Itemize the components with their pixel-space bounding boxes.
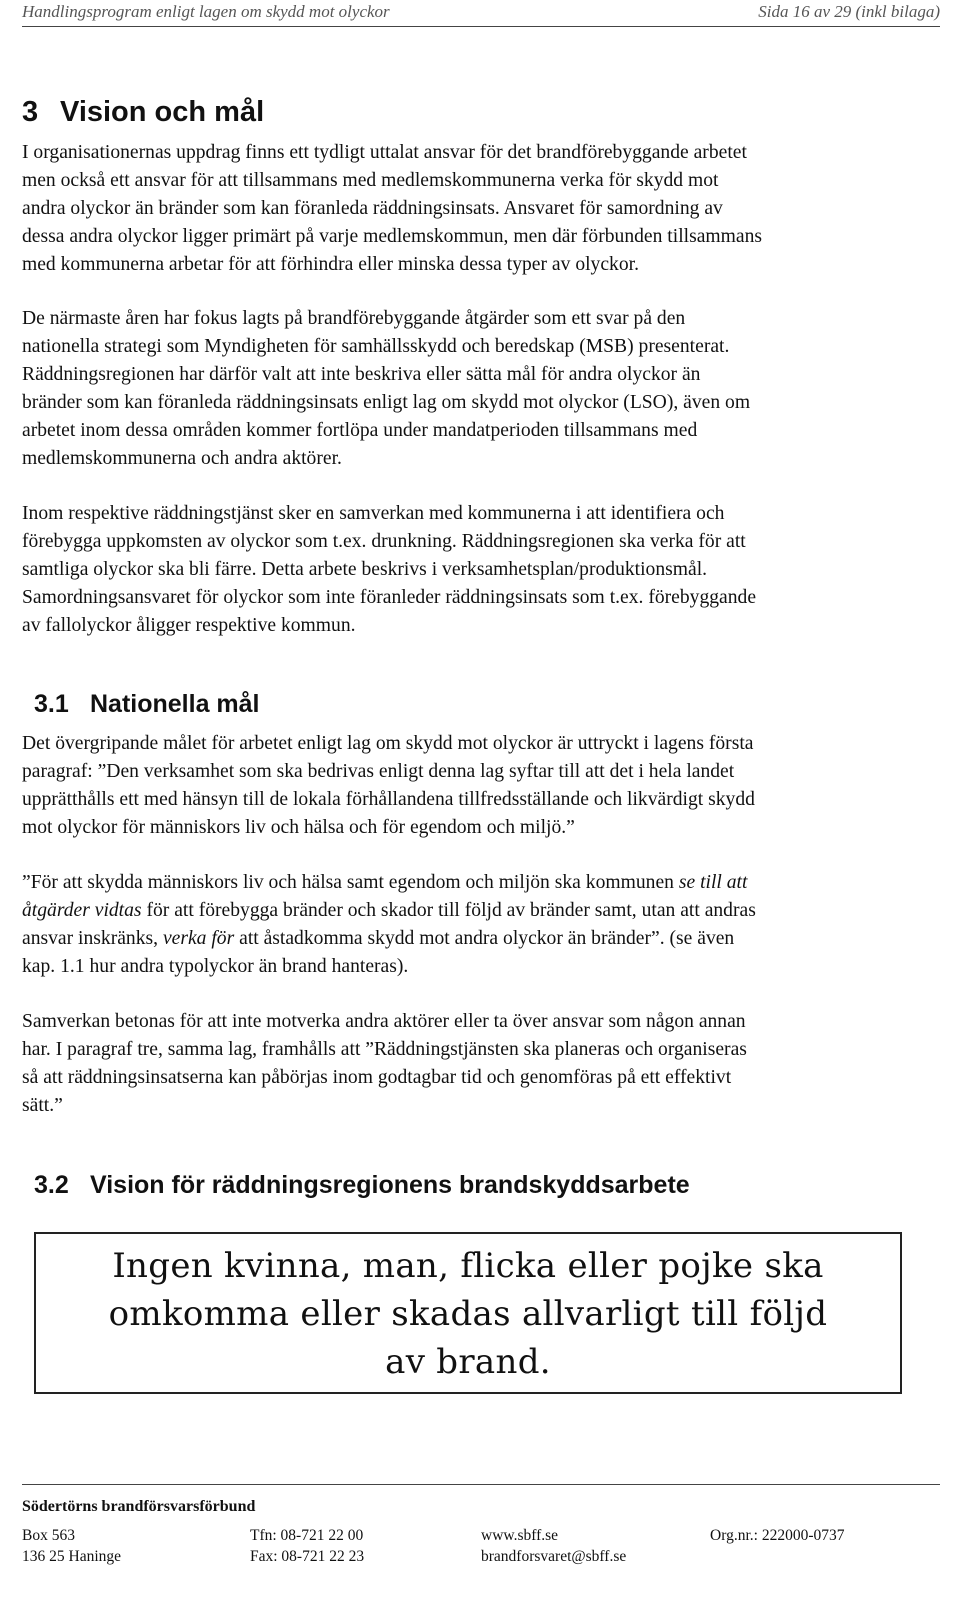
paragraph-collaboration (22, 1008, 940, 1120)
text-line: mot olyckor för människors liv och hälsa och för egendom och miljö.” (22, 817, 575, 838)
text-line (22, 925, 940, 953)
text-line: Det övergripande målet för arbetet enligt lag om skydd mot olyckor är uttryckt i lagens första (22, 733, 754, 754)
section-title: Vision och mål (60, 96, 265, 128)
footer-website-link[interactable]: www.sbff.se (481, 1527, 559, 1544)
paragraph-municipal-quote (22, 869, 940, 981)
section-number: 3.2 (34, 1171, 69, 1199)
text-line: bränder som kan föranleda räddningsinsats enligt lag om skydd mot olyckor (LSO), även om (22, 392, 751, 413)
footer-box: Box 563 (22, 1527, 75, 1544)
paragraph-overall-goal (22, 730, 940, 842)
text-line: samtliga olyckor ska bli färre. Detta arbete beskrivs i verksamhetsplan/produktionsmål. (22, 559, 708, 580)
vision-line: Ingen kvinna, man, flicka eller pojke ska (112, 1246, 824, 1286)
text-line: har. I paragraf tre, samma lag, framhålls att ”Räddningstjänsten ska planeras och organiseras (22, 1039, 747, 1060)
text-line: med kommunerna arbetar för att förhindra eller minska dessa typer av olyckor. (22, 254, 639, 275)
text-line (22, 869, 940, 897)
paragraph-focus (22, 305, 940, 473)
paragraph-cooperation (22, 500, 940, 640)
section-heading-3 (22, 96, 264, 129)
document-title: Handlingsprogram enligt lagen om skydd mot olyckor (22, 2, 390, 21)
text-line: Inom respektive räddningstjänst sker en samverkan med kommunerna i att identifiera och (22, 503, 725, 524)
section-number: 3 (22, 96, 39, 128)
section-heading-3-2 (34, 1171, 690, 1200)
text-run: för att förebygga bränder och skador till följd av bränder samt, utan att andras (141, 900, 756, 921)
footer-organisation: Södertörns brandförsvarsförbund (22, 1498, 256, 1515)
text-line: sätt.” (22, 1095, 63, 1116)
text-line: medlemskommunerna och andra aktörer. (22, 448, 342, 469)
section-number: 3.1 (34, 690, 69, 718)
text-line: kap. 1.1 hur andra typolyckor än brand hanteras). (22, 956, 409, 977)
text-line: upprätthålls ett med hänsyn till de lokala förhållandena tillfredsställande och likvärdigt skydd (22, 789, 755, 810)
italic-run: åtgärder vidtas (22, 900, 142, 921)
footer-city: 136 25 Haninge (22, 1548, 122, 1565)
text-line: Samverkan betonas för att inte motverka andra aktörer eller ta över ansvar som någon annan (22, 1011, 746, 1032)
text-line: paragraf: ”Den verksamhet som ska bedrivas enligt denna lag syftar till att det i hela landet (22, 761, 735, 782)
text-line: Räddningsregionen har därför valt att inte beskriva eller sätta mål för andra olyckor än (22, 364, 701, 385)
text-line: Samordningsansvaret för olyckor som inte föranleder räddningsinsats som t.ex. förebyggande (22, 587, 757, 608)
footer-phone: Tfn: 08-721 22 00 (250, 1527, 364, 1544)
text-line: så att räddningsinsatserna kan påbörjas inom godtagbar tid och genomföras på ett effektivt (22, 1067, 732, 1088)
text-line: dessa andra olyckor ligger primärt på varje medlemskommun, men där förbunden tillsammans (22, 226, 762, 247)
text-line: arbetet inom dessa områden kommer fortlöpa under mandatperioden tillsammans med (22, 420, 698, 441)
page-header (22, 0, 940, 27)
text-line: De närmaste åren har fokus lagts på brandförebyggande åtgärder som ett svar på den (22, 308, 686, 329)
text-line: I organisationernas uppdrag finns ett tydligt uttalat ansvar för det brandförebyggande arbetet (22, 142, 747, 163)
footer-divider (22, 1484, 940, 1485)
text-line: men också ett ansvar för att tillsammans med medlemskommunerna verka för skydd mot (22, 170, 719, 191)
vision-line: omkomma eller skadas allvarligt till följd (108, 1294, 828, 1334)
text-line: förebygga uppkomsten av olyckor som t.ex. drunkning. Räddningsregionen ska verka för att (22, 531, 746, 552)
vision-statement-box (34, 1232, 902, 1394)
section-heading-3-1 (34, 690, 260, 719)
footer-fax: Fax: 08-721 22 23 (250, 1548, 365, 1565)
italic-run: se till att (678, 872, 748, 893)
footer-email-link[interactable]: brandforsvaret@sbff.se (481, 1548, 627, 1565)
page-number: Sida 16 av 29 (inkl bilaga) (758, 2, 940, 21)
text-line: av fallolyckor åligger respektive kommun. (22, 615, 356, 636)
text-run: att åstadkomma skydd mot andra olyckor än bränder”. (se även (234, 928, 735, 949)
paragraph-organisation (22, 139, 940, 279)
footer-org-number: Org.nr.: 222000-0737 (710, 1527, 845, 1544)
text-line: andra olyckor än bränder som kan föranleda räddningsinsats. Ansvaret för samordning av (22, 198, 723, 219)
section-title: Vision för räddningsregionens brandskyddsarbete (90, 1171, 690, 1199)
text-run: ”För att skydda människors liv och hälsa samt egendom och miljön ska kommunen (22, 872, 679, 893)
vision-line: av brand. (385, 1342, 551, 1382)
section-title: Nationella mål (90, 690, 260, 718)
text-run: ansvar inskränks, (22, 928, 163, 949)
text-line: nationella strategi som Myndigheten för samhällsskydd och beredskap (MSB) presenterat. (22, 336, 730, 357)
italic-run: verka för (162, 928, 235, 949)
text-line (22, 897, 940, 925)
